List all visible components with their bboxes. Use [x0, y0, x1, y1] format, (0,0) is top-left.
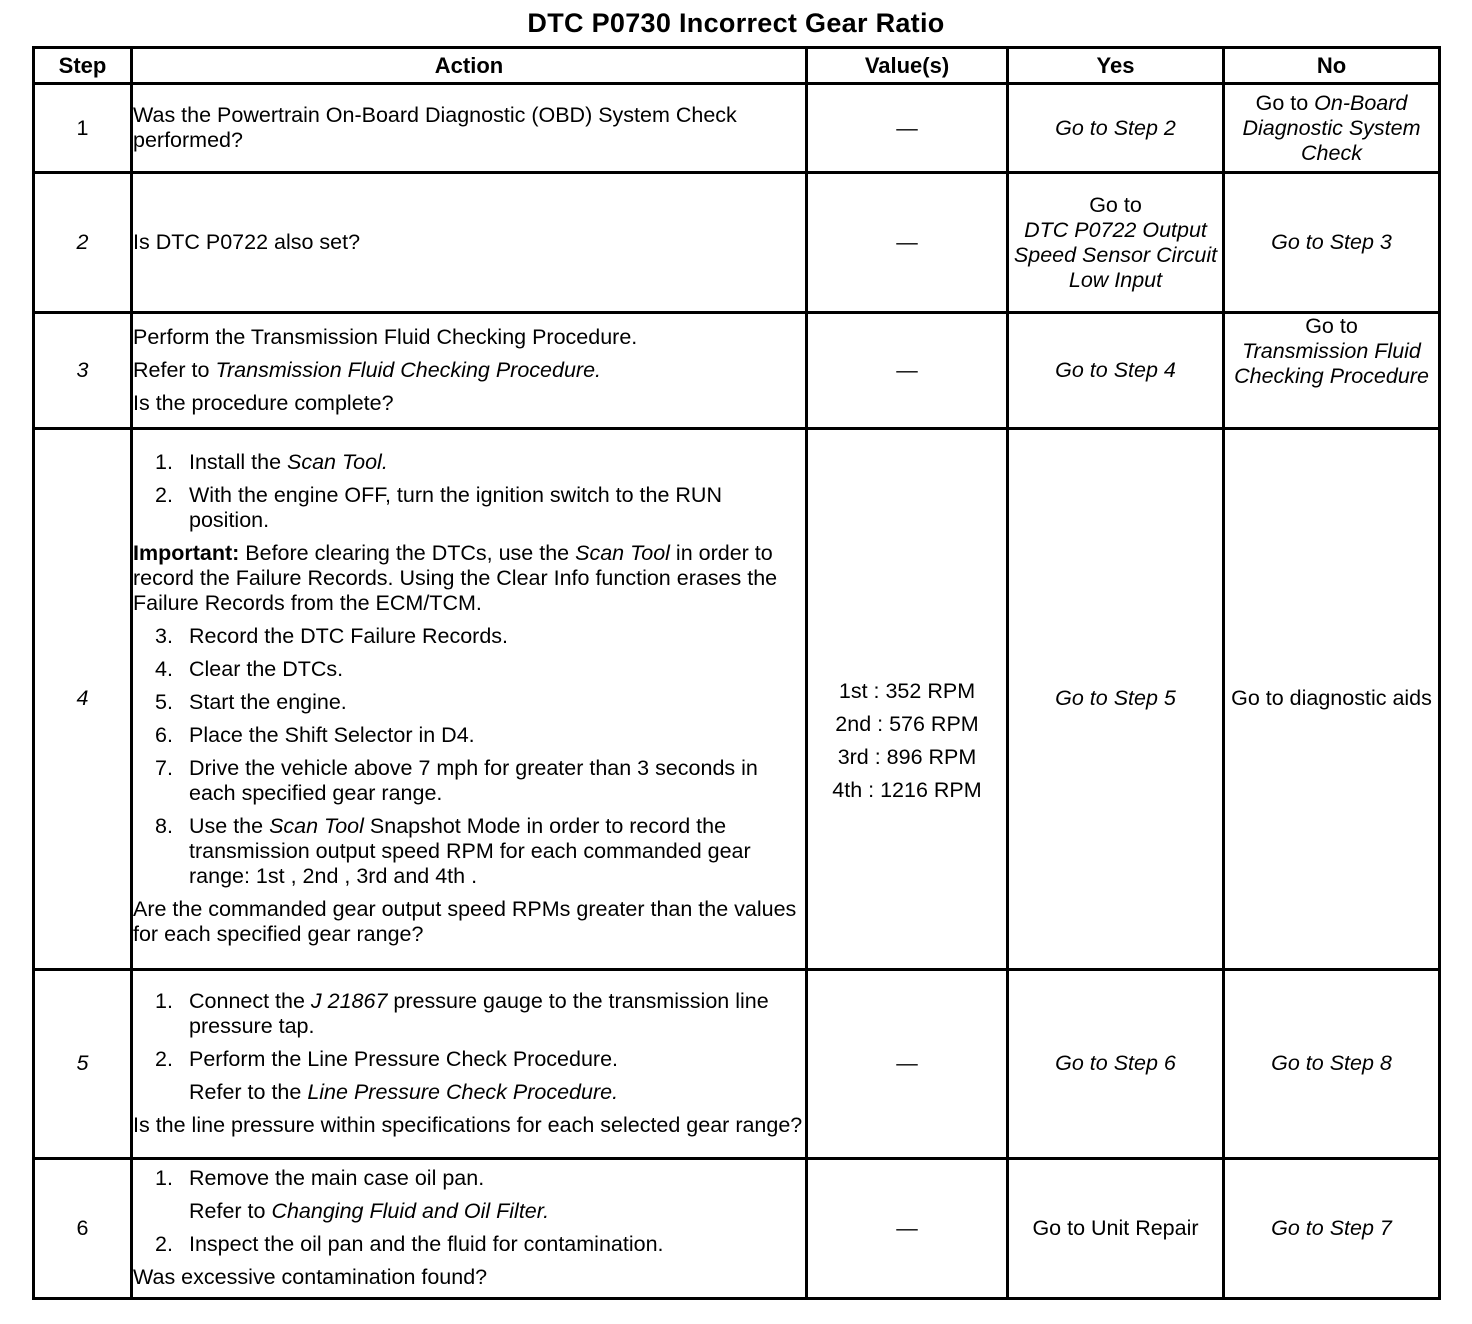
action-cell — [132, 84, 807, 173]
refer-text — [189, 1080, 805, 1105]
page-title: DTC P0730 Incorrect Gear Ratio — [527, 8, 945, 38]
value-cell: — — [807, 969, 1008, 1158]
no-link[interactable] — [1224, 1158, 1440, 1298]
list-item — [133, 690, 805, 715]
list-text: Remove the main case oil pan. — [189, 1166, 485, 1191]
yes-link-text: DTC P0722 Output Speed Sensor Circuit Low Input — [1013, 217, 1218, 292]
header-step: Step — [34, 48, 132, 84]
rpm-value-4th: 4th : 1216 RPM — [832, 777, 982, 802]
step-list — [133, 1166, 805, 1257]
list-number: 2. — [155, 1047, 173, 1072]
refer-prefix: Refer to — [189, 1199, 272, 1224]
question-text: Was the Powertrain On-Board Diagnostic (OBD) System Check performed? — [133, 103, 737, 153]
list-number: 2. — [155, 483, 173, 508]
yes-text: Go to Step 2 — [1055, 115, 1176, 140]
scan-tool-link[interactable]: Scan Tool. — [287, 450, 388, 475]
list-number: 4. — [155, 657, 173, 682]
yes-text: Go to Step 5 — [1055, 686, 1176, 711]
list-number: 5. — [155, 690, 173, 715]
step-number-text: 4 — [76, 686, 89, 711]
list-text: Connect the — [189, 989, 311, 1014]
no-link[interactable] — [1224, 173, 1440, 313]
step-list — [133, 989, 805, 1105]
question-text: Are the commanded gear output speed RPMs greater than the values for each specified gear range? — [133, 897, 797, 947]
step-number — [34, 969, 132, 1158]
step-number-text: 2 — [76, 230, 89, 255]
important-note — [133, 541, 805, 616]
list-number: 1. — [155, 1166, 173, 1191]
header-action: Action — [132, 48, 807, 84]
refer-link[interactable]: Line Pressure Check Procedure. — [307, 1080, 619, 1105]
no-text: Go to Step 3 — [1271, 230, 1392, 255]
yes-text: Go to Unit Repair — [1032, 1215, 1199, 1240]
list-text: Snapshot Mode in order to record the transmission output speed RPM for each commanded gear range: 1st , 2nd , 3rd and 4th . — [189, 814, 751, 889]
step-list — [133, 450, 805, 533]
table-row — [34, 969, 1440, 1158]
refer-prefix: Refer to — [133, 358, 216, 383]
refer-text — [133, 358, 805, 383]
list-text: Inspect the oil pan and the fluid for contamination. — [189, 1232, 664, 1257]
list-item — [133, 1047, 805, 1105]
table-row — [34, 84, 1440, 173]
value-cell: — — [807, 84, 1008, 173]
question-text: Was excessive contamination found? — [133, 1265, 488, 1290]
yes-text: Go to Step 4 — [1055, 358, 1176, 383]
list-item — [133, 657, 805, 682]
list-item — [133, 450, 805, 475]
action-cell — [132, 1158, 807, 1298]
list-text: Start the engine. — [189, 690, 347, 715]
list-number: 7. — [155, 756, 173, 781]
step-number: 6 — [34, 1158, 132, 1298]
table-row — [34, 173, 1440, 313]
step-number-text: 5 — [76, 1051, 89, 1076]
list-item — [133, 1166, 805, 1224]
yes-link[interactable] — [1008, 84, 1224, 173]
list-item — [133, 756, 805, 806]
value-cell — [807, 429, 1008, 969]
question-text: Is the line pressure within specifications for each selected gear range? — [133, 1113, 803, 1138]
action-cell — [132, 173, 807, 313]
value-cell: — — [807, 173, 1008, 313]
no-prefix: Go to — [1305, 314, 1358, 339]
list-number: 2. — [155, 1232, 173, 1257]
refer-link[interactable]: Changing Fluid and Oil Filter. — [271, 1199, 550, 1224]
yes-link[interactable] — [1008, 969, 1224, 1158]
list-text: Perform the Line Pressure Check Procedure. — [189, 1047, 619, 1072]
step-number — [34, 173, 132, 313]
list-item — [133, 483, 805, 533]
list-item — [133, 1232, 805, 1257]
rpm-value-1st: 1st : 352 RPM — [838, 678, 976, 703]
refer-text — [189, 1199, 805, 1224]
header-no: No — [1224, 48, 1440, 84]
important-text: in order to record the Failure Records. Using the Clear Info function erases the Failure Records from the ECM/TCM. — [133, 541, 778, 616]
rpm-value-2nd: 2nd : 576 RPM — [835, 711, 979, 736]
diagnostic-table — [32, 46, 1441, 1300]
step-number — [34, 313, 132, 429]
no-link-text: On-Board Diagnostic System Check — [1242, 90, 1421, 165]
action-cell — [132, 313, 807, 429]
no-text: Go to diagnostic aids — [1231, 686, 1432, 711]
action-cell — [132, 969, 807, 1158]
list-text: Clear the DTCs. — [189, 657, 344, 682]
list-text: Install the — [189, 450, 287, 475]
yes-prefix: Go to — [1089, 192, 1142, 217]
list-text: Place the Shift Selector in D4. — [189, 723, 475, 748]
tool-link[interactable]: J 21867 — [310, 989, 388, 1014]
no-link[interactable] — [1224, 84, 1440, 173]
list-number: 1. — [155, 989, 173, 1014]
no-prefix: Go to — [1255, 90, 1315, 115]
no-text: Go to Step 8 — [1271, 1051, 1392, 1076]
yes-link[interactable] — [1008, 429, 1224, 969]
important-text: Before clearing the DTCs, use the — [239, 541, 576, 566]
action-cell — [132, 429, 807, 969]
list-number: 3. — [155, 624, 173, 649]
value-cell: — — [807, 313, 1008, 429]
table-row — [34, 429, 1440, 969]
list-text: With the engine OFF, turn the ignition switch to the RUN position. — [189, 483, 722, 533]
rpm-value-3rd: 3rd : 896 RPM — [837, 744, 977, 769]
list-text: Record the DTC Failure Records. — [189, 624, 509, 649]
header-value: Value(s) — [807, 48, 1008, 84]
list-text: Drive the vehicle above 7 mph for greater than 3 seconds in each specified gear range. — [189, 756, 758, 806]
table-row — [34, 1158, 1440, 1298]
yes-link[interactable] — [1008, 1158, 1224, 1298]
question-text: Is the procedure complete? — [133, 391, 394, 416]
question-text: Is DTC P0722 also set? — [133, 230, 361, 255]
rpm-values — [808, 679, 1006, 803]
list-item — [133, 624, 805, 649]
step-list — [133, 624, 805, 889]
list-number: 8. — [155, 814, 173, 839]
no-link-text: Transmission Fluid Checking Procedure — [1234, 339, 1429, 389]
table-row — [34, 313, 1440, 429]
refer-prefix: Refer to the — [189, 1080, 308, 1105]
list-text: pressure gauge to the transmission line pressure tap. — [189, 989, 769, 1039]
step-number: 1 — [34, 84, 132, 173]
list-item — [133, 723, 805, 748]
step-number — [34, 429, 132, 969]
list-number: 1. — [155, 450, 173, 475]
value-cell: — — [807, 1158, 1008, 1298]
yes-link[interactable] — [1008, 313, 1224, 429]
no-link[interactable] — [1224, 969, 1440, 1158]
yes-text: Go to Step 6 — [1055, 1051, 1176, 1076]
refer-link[interactable]: Transmission Fluid Checking Procedure. — [215, 358, 602, 383]
action-text: Perform the Transmission Fluid Checking Procedure. — [133, 325, 638, 350]
yes-link[interactable] — [1008, 173, 1224, 313]
list-item — [133, 814, 805, 889]
no-link[interactable] — [1224, 313, 1440, 429]
scan-tool-link[interactable]: Scan Tool — [575, 541, 670, 566]
important-label: Important: — [133, 541, 240, 566]
list-item — [133, 989, 805, 1039]
step-number-text: 3 — [76, 358, 89, 383]
table-header-row — [34, 48, 1440, 84]
no-text: Go to Step 7 — [1271, 1215, 1392, 1240]
scan-tool-link[interactable]: Scan Tool — [269, 814, 364, 839]
no-link[interactable] — [1224, 429, 1440, 969]
list-text: Use the — [189, 814, 270, 839]
list-number: 6. — [155, 723, 173, 748]
header-yes: Yes — [1008, 48, 1224, 84]
